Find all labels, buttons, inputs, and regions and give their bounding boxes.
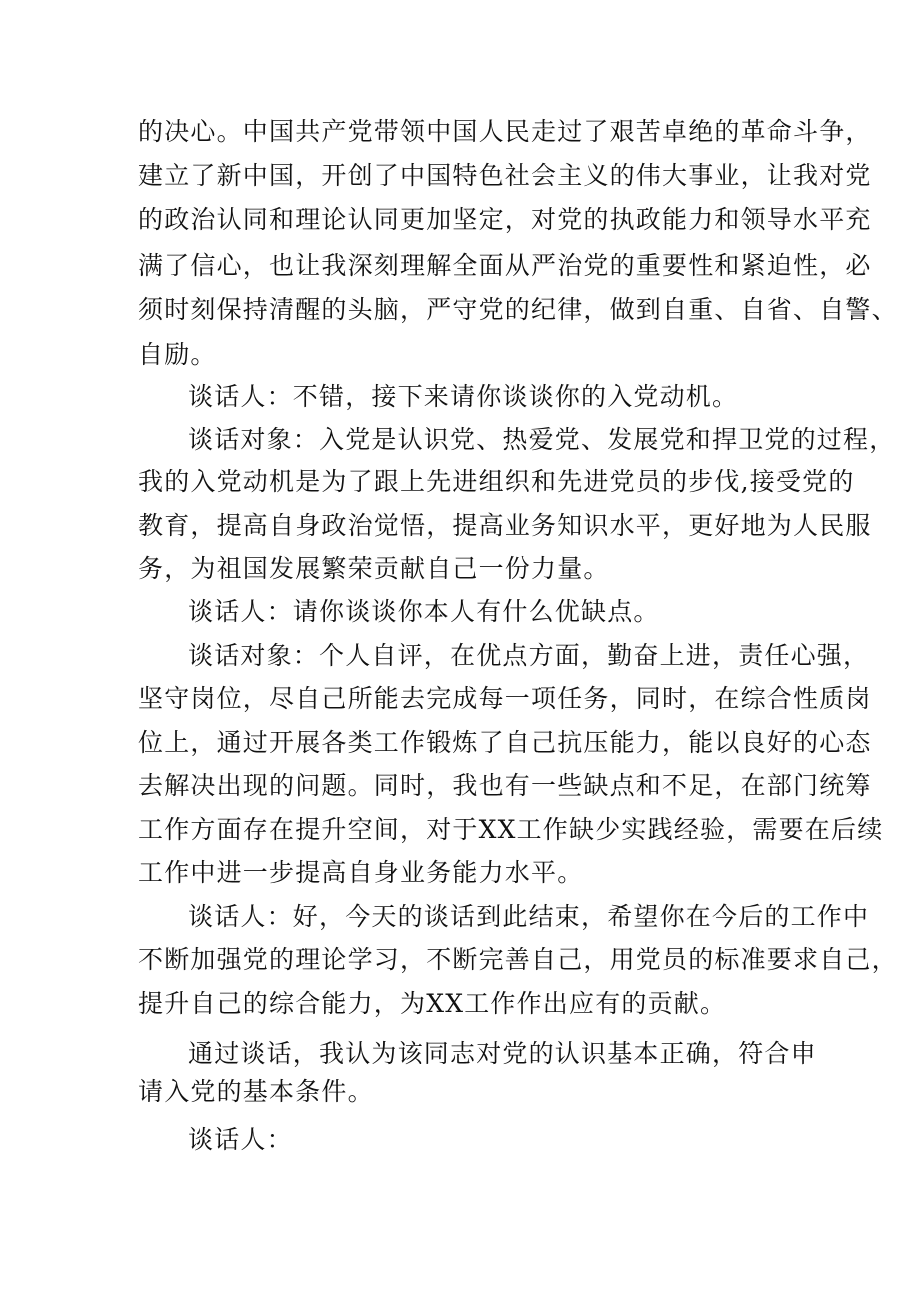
conclusion-line: 通过谈话，我认为该同志对党的认识基本正确，符合申 xyxy=(188,1039,817,1068)
text-line: 坚守岗位，尽自己所能去完成每一项任务，同时，在综合性质岗 xyxy=(138,684,872,713)
text-line: 去解决出现的问题。同时，我也有一些缺点和不足，在部门统筹 xyxy=(138,771,872,800)
dialogue-line: 谈话人：不错，接下来请你谈谈你的入党动机。 xyxy=(188,382,739,411)
text-line: 提升自己的综合能力，为XX工作作出应有的贡献。 xyxy=(138,989,727,1018)
text-line: 须时刻保持清醒的头脑，严守党的纪律，做到自重、自省、自警、 xyxy=(138,295,898,324)
signature-label: 谈话人： xyxy=(188,1125,293,1154)
text-line: 务，为祖国发展繁荣贡献自己一份力量。 xyxy=(138,554,610,583)
dialogue-line: 谈话对象：入党是认识党、热爱党、发展党和捍卫党的过程， xyxy=(188,425,896,454)
text-line: 的决心。中国共产党带领中国人民走过了艰苦卓绝的革命斗争， xyxy=(138,117,872,146)
text-line: 教育，提高自身政治觉悟，提高业务知识水平，更好地为人民服 xyxy=(138,511,872,540)
dialogue-line: 谈话人：请你谈谈你本人有什么优缺点。 xyxy=(188,597,660,626)
dialogue-line: 谈话对象：个人自评，在优点方面，勤奋上进，责任心强， xyxy=(188,641,870,670)
text-line: 位上，通过开展各类工作锻炼了自己抗压能力，能以良好的心态 xyxy=(138,728,872,757)
text-line: 自励。 xyxy=(138,340,217,369)
text-line: 建立了新中国，开创了中国特色社会主义的伟大事业，让我对党 xyxy=(138,161,872,190)
text-line: 不断加强党的理论学习，不断完善自己，用党员的标准要求自己， xyxy=(138,945,898,974)
text-line: 我的入党动机是为了跟上先进组织和先进党员的步伐,接受党的 xyxy=(138,467,855,496)
dialogue-line: 谈话人：好，今天的谈话到此结束，希望你在今后的工作中 xyxy=(188,902,870,931)
text-line: 满了信心，也让我深刻理解全面从严治党的重要性和紧迫性，必 xyxy=(138,251,872,280)
text-line: 工作方面存在提升空间，对于XX工作缺少实践经验，需要在后续 xyxy=(138,815,884,844)
text-line: 工作中进一步提高自身业务能力水平。 xyxy=(138,858,584,887)
text-line: 请入党的基本条件。 xyxy=(138,1077,374,1106)
text-line: 的政治认同和理论认同更加坚定，对党的执政能力和领导水平充 xyxy=(138,205,872,234)
